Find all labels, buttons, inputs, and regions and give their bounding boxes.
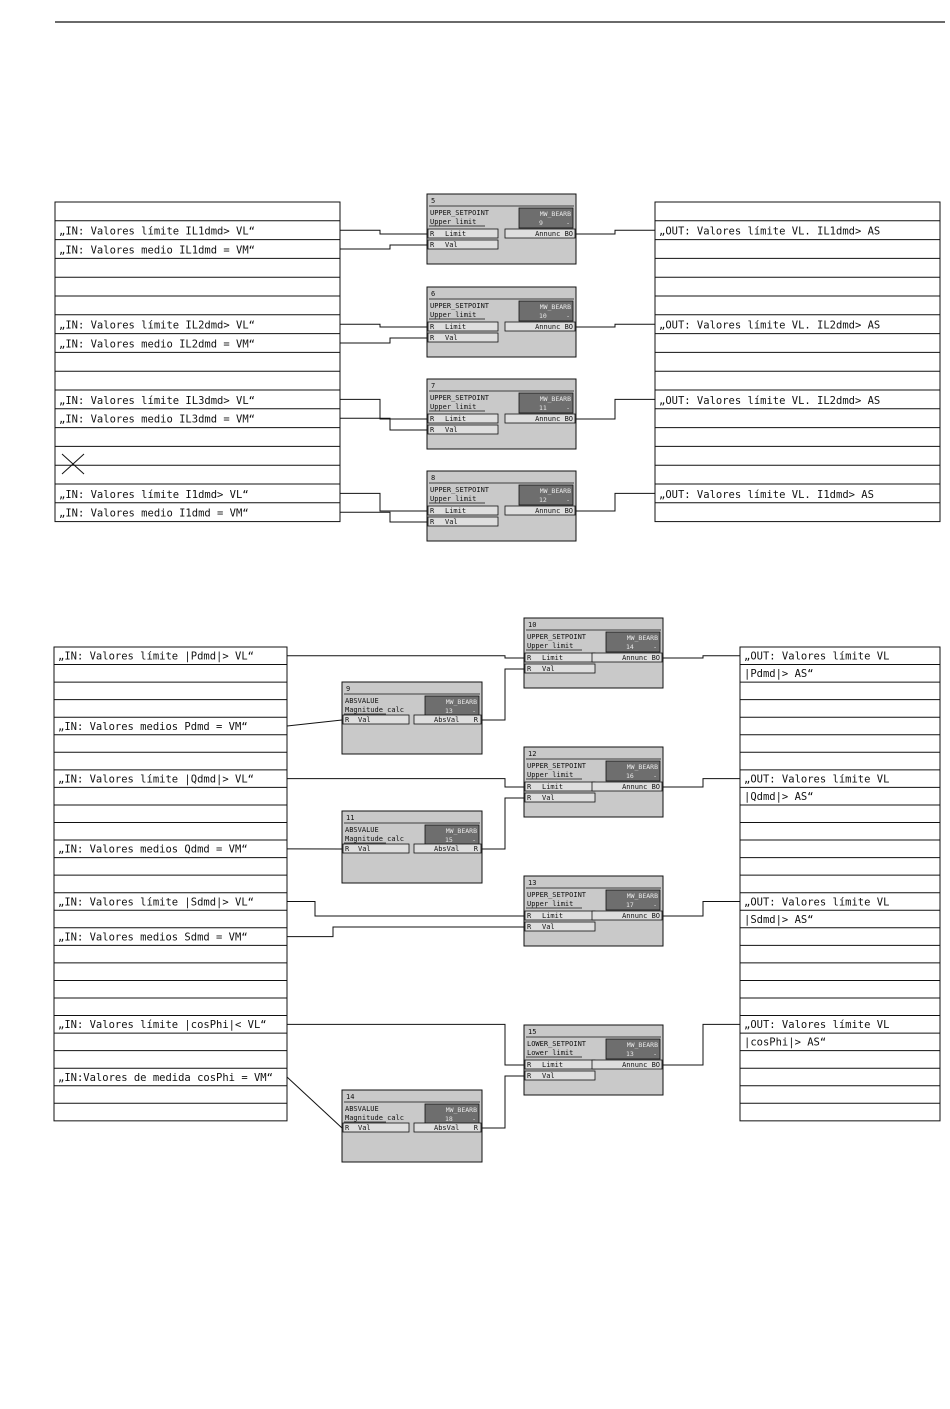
block-input-label-val: Val — [542, 1072, 555, 1080]
block-pin-type: R — [430, 415, 435, 423]
block-tag-number: 12 — [539, 496, 547, 504]
block-pin-type: R — [527, 1072, 532, 1080]
block-pin-type: R — [345, 716, 350, 724]
block-tag-suffix: - — [653, 1050, 657, 1058]
block-tag-name: MW_BEARB — [626, 634, 658, 642]
block-input-label-limit: Limit — [445, 230, 467, 238]
block-tag-name: MW_BEARB — [626, 1041, 658, 1049]
block-9 — [342, 682, 482, 754]
wire-abs-to-value — [482, 1076, 524, 1128]
block-type: UPPER_SETPOINT — [430, 486, 490, 494]
block-id: 8 — [431, 474, 436, 482]
top-output-table-frame — [655, 202, 940, 522]
wire-value-input — [340, 418, 427, 430]
block-input-label: Val — [358, 716, 371, 724]
wire-abs-to-value — [482, 798, 524, 849]
bottom-input-table-row-label: „IN:Valores de medida cosPhi = VM“ — [58, 1071, 273, 1084]
block-tag-suffix: - — [472, 1115, 476, 1123]
block-type: UPPER_SETPOINT — [430, 302, 490, 310]
block-tag-number: 13 — [626, 1050, 634, 1058]
block-pin-type: R — [430, 518, 435, 526]
wire-abs-input — [287, 720, 342, 726]
bottom-input-table-row-label: „IN: Valores medios Pdmd = VM“ — [58, 720, 248, 733]
block-description: Upper limit — [527, 900, 574, 908]
block-pin-type: R — [527, 665, 532, 673]
block-input-label-limit: Limit — [445, 507, 467, 515]
block-pin-type: R — [527, 783, 532, 791]
wire-value-input — [340, 245, 427, 249]
block-12 — [524, 747, 663, 817]
block-input-pin-val — [525, 664, 595, 673]
bottom-output-table-row-label: |cosPhi|> AS“ — [744, 1036, 827, 1049]
block-output-label: Annunc BO — [535, 230, 573, 238]
block-id: 13 — [528, 879, 537, 887]
block-tag-name: MW_BEARB — [539, 395, 571, 403]
block-input-pin-val — [428, 240, 498, 249]
block-input-pin-val — [525, 1071, 595, 1080]
block-10 — [524, 618, 663, 688]
wire-output — [663, 1024, 740, 1065]
block-id: 6 — [431, 290, 436, 298]
wire-output — [576, 230, 655, 234]
wire-output — [663, 779, 740, 787]
top-input-table-row-label: „IN: Valores límite IL2dmd> VL“ — [59, 319, 255, 332]
block-tag-name: MW_BEARB — [539, 303, 571, 311]
bottom-output-table-row-label: |Qdmd|> AS“ — [744, 790, 814, 803]
block-input-label-val: Val — [445, 334, 458, 342]
block-description: Upper limit — [430, 218, 477, 226]
block-input-label-val: Val — [445, 241, 458, 249]
block-tag-number: 9 — [539, 219, 543, 227]
block-input-pin-val — [428, 333, 498, 342]
block-description: Magnitude calc — [345, 706, 405, 714]
block-type: UPPER_SETPOINT — [430, 394, 490, 402]
wire-abs-to-value — [482, 669, 524, 720]
block-input-label-limit: Limit — [542, 654, 564, 662]
bottom-output-table-row-label: „OUT: Valores límite VL — [744, 773, 890, 786]
block-pin-type: R — [345, 845, 350, 853]
block-description: Upper limit — [527, 771, 574, 779]
top-input-table-row-label: „IN: Valores medio IL1dmd = VM“ — [59, 244, 255, 257]
block-tag-suffix: - — [653, 643, 657, 651]
block-pin-type: R — [430, 230, 435, 238]
bottom-input-table-row-label: „IN: Valores límite |Sdmd|> VL“ — [58, 896, 254, 909]
block-pin-type: R — [473, 716, 478, 724]
block-pin-type: R — [430, 241, 435, 249]
wire-limit-input — [340, 493, 427, 511]
wire-value-input — [340, 338, 427, 343]
block-output-label: AbsVal — [434, 845, 460, 853]
block-input-label: Val — [358, 845, 371, 853]
block-tag-number: 17 — [626, 901, 634, 909]
block-pin-type: R — [527, 1061, 532, 1069]
block-output-label: Annunc BO — [622, 654, 660, 662]
block-input-label: Val — [358, 1124, 371, 1132]
block-tag-name: MW_BEARB — [445, 1106, 477, 1114]
block-11 — [342, 811, 482, 883]
wire-limit-input — [340, 399, 427, 419]
block-id: 10 — [528, 621, 537, 629]
block-13 — [524, 876, 663, 946]
bottom-output-table-row-label: „OUT: Valores límite VL — [744, 1019, 890, 1032]
block-tag-suffix: - — [566, 219, 570, 227]
block-pin-type: R — [527, 654, 532, 662]
block-id: 5 — [431, 197, 436, 205]
block-input-pin-val — [525, 922, 595, 931]
block-type: UPPER_SETPOINT — [430, 209, 490, 217]
wire-limit-input — [287, 779, 524, 787]
block-tag-suffix: - — [566, 404, 570, 412]
bottom-input-table-row-label: „IN: Valores límite |Qdmd|> VL“ — [58, 773, 254, 786]
block-input-pin — [343, 844, 409, 853]
block-pin-type: R — [430, 323, 435, 331]
block-description: Lower limit — [527, 1049, 574, 1057]
block-tag-name: MW_BEARB — [626, 892, 658, 900]
block-tag-name: MW_BEARB — [445, 827, 477, 835]
block-input-pin-val — [525, 793, 595, 802]
wire-limit-input — [340, 324, 427, 327]
block-tag-suffix: - — [653, 772, 657, 780]
block-tag-number: 10 — [539, 312, 547, 320]
bottom-input-table-row-label: „IN: Valores medios Sdmd = VM“ — [58, 931, 248, 944]
block-description: Upper limit — [527, 642, 574, 650]
wire-value-input — [340, 512, 427, 522]
block-input-pin-val — [428, 425, 498, 434]
bottom-output-table-frame — [740, 647, 940, 1121]
block-input-label-val: Val — [542, 794, 555, 802]
block-tag-number: 18 — [445, 1115, 453, 1123]
top-input-table-row-label: „IN: Valores límite IL3dmd> VL“ — [59, 394, 255, 407]
block-description: Magnitude calc — [345, 1114, 405, 1122]
block-tag-suffix: - — [472, 707, 476, 715]
bottom-input-table-row-label: „IN: Valores límite |Pdmd|> VL“ — [58, 650, 254, 663]
wire-output — [576, 493, 655, 511]
top-output-table-row-label: „OUT: Valores límite VL. IL1dmd> AS — [659, 225, 881, 238]
block-type: LOWER_SETPOINT — [527, 1040, 587, 1048]
block-input-label-val: Val — [445, 518, 458, 526]
top-output-table-row-label: „OUT: Valores límite VL. I1dmd> AS — [659, 488, 874, 501]
block-output-label: Annunc BO — [622, 1061, 660, 1069]
block-description: Upper limit — [430, 495, 477, 503]
block-type: UPPER_SETPOINT — [527, 633, 587, 641]
block-tag-suffix: - — [653, 901, 657, 909]
block-output-label: Annunc BO — [622, 783, 660, 791]
bottom-input-table-frame — [54, 647, 287, 1121]
bottom-output-table-row-label: |Sdmd|> AS“ — [744, 913, 814, 926]
block-tag-number: 15 — [445, 836, 453, 844]
wire-limit-input — [340, 230, 427, 234]
block-pin-type: R — [527, 912, 532, 920]
top-input-table — [55, 202, 340, 522]
bottom-output-table-row-label: |Pdmd|> AS“ — [744, 668, 814, 681]
block-id: 7 — [431, 382, 436, 390]
bottom-output-table-row-label: „OUT: Valores límite VL — [744, 650, 890, 663]
block-tag-name: MW_BEARB — [539, 210, 571, 218]
block-pin-type: R — [527, 923, 532, 931]
block-description: Magnitude calc — [345, 835, 405, 843]
block-pin-type: R — [473, 845, 478, 853]
wire-abs-input — [287, 1077, 342, 1128]
block-tag-number: 16 — [626, 772, 634, 780]
block-tag-suffix: - — [566, 496, 570, 504]
bottom-input-table — [54, 647, 287, 1121]
top-input-table-row-label: „IN: Valores medio IL3dmd = VM“ — [59, 413, 255, 426]
block-6 — [427, 287, 576, 357]
wire-limit-input — [287, 901, 524, 916]
block-id: 12 — [528, 750, 537, 758]
block-pin-type: R — [527, 794, 532, 802]
bottom-output-table-row-label: „OUT: Valores límite VL — [744, 896, 890, 909]
block-pin-type: R — [430, 507, 435, 515]
unused-row-cross-mark — [62, 454, 84, 474]
block-output-label: AbsVal — [434, 716, 460, 724]
block-type: UPPER_SETPOINT — [527, 762, 587, 770]
block-input-label-limit: Limit — [445, 415, 467, 423]
top-input-table-row-label: „IN: Valores límite I1dmd> VL“ — [59, 488, 249, 501]
top-output-table-row-label: „OUT: Valores límite VL. IL2dmd> AS — [659, 319, 881, 332]
bottom-function-blocks — [342, 618, 663, 1162]
block-tag-number: 13 — [445, 707, 453, 715]
wire-output — [663, 901, 740, 916]
block-input-label-limit: Limit — [542, 1061, 564, 1069]
block-input-pin — [343, 1123, 409, 1132]
top-setpoint-blocks — [427, 194, 576, 541]
block-input-label-val: Val — [542, 923, 555, 931]
block-pin-type: R — [430, 426, 435, 434]
block-tag-number: 11 — [539, 404, 547, 412]
top-output-table — [655, 202, 940, 522]
block-pin-type: R — [473, 1124, 478, 1132]
wire-output — [663, 656, 740, 658]
top-input-table-row-label: „IN: Valores medio IL2dmd = VM“ — [59, 338, 255, 351]
block-id: 14 — [346, 1093, 355, 1101]
block-tag-suffix: - — [566, 312, 570, 320]
block-output-label: Annunc BO — [535, 507, 573, 515]
block-pin-type: R — [345, 1124, 350, 1132]
block-id: 15 — [528, 1028, 537, 1036]
block-input-pin — [343, 715, 409, 724]
wire-output — [576, 324, 655, 327]
block-tag-name: MW_BEARB — [445, 698, 477, 706]
block-input-label-limit: Limit — [542, 783, 564, 791]
block-tag-number: 14 — [626, 643, 634, 651]
block-tag-name: MW_BEARB — [539, 487, 571, 495]
wire-value-input — [287, 927, 524, 937]
wire-limit-input — [287, 656, 524, 658]
block-14 — [342, 1090, 482, 1162]
block-output-label: Annunc BO — [535, 415, 573, 423]
block-type: ABSVALUE — [345, 1105, 379, 1113]
block-tag-suffix: - — [472, 836, 476, 844]
block-output-label: Annunc BO — [535, 323, 573, 331]
wire-output — [576, 399, 655, 419]
block-15 — [524, 1025, 663, 1095]
block-description: Upper limit — [430, 403, 477, 411]
bottom-input-table-row-label: „IN: Valores medios Qdmd = VM“ — [58, 843, 248, 856]
block-description: Upper limit — [430, 311, 477, 319]
block-id: 9 — [346, 685, 351, 693]
block-input-label-limit: Limit — [542, 912, 564, 920]
block-output-label: AbsVal — [434, 1124, 460, 1132]
bottom-output-table — [740, 647, 940, 1121]
block-input-pin-val — [428, 517, 498, 526]
block-5 — [427, 194, 576, 264]
top-input-table-row-label: „IN: Valores límite IL1dmd> VL“ — [59, 225, 255, 238]
block-tag-name: MW_BEARB — [626, 763, 658, 771]
block-id: 11 — [346, 814, 355, 822]
block-input-label-val: Val — [542, 665, 555, 673]
block-7 — [427, 379, 576, 449]
block-type: ABSVALUE — [345, 697, 379, 705]
block-input-label-limit: Limit — [445, 323, 467, 331]
top-output-table-row-label: „OUT: Valores límite VL. IL2dmd> AS — [659, 394, 881, 407]
block-8 — [427, 471, 576, 541]
wire-limit-input — [287, 1024, 524, 1065]
block-input-label-val: Val — [445, 426, 458, 434]
block-type: UPPER_SETPOINT — [527, 891, 587, 899]
block-type: ABSVALUE — [345, 826, 379, 834]
bottom-input-table-row-label: „IN: Valores límite |cosPhi|< VL“ — [58, 1019, 267, 1032]
block-output-label: Annunc BO — [622, 912, 660, 920]
block-pin-type: R — [430, 334, 435, 342]
top-input-table-row-label: „IN: Valores medio I1dmd = VM“ — [59, 507, 249, 520]
